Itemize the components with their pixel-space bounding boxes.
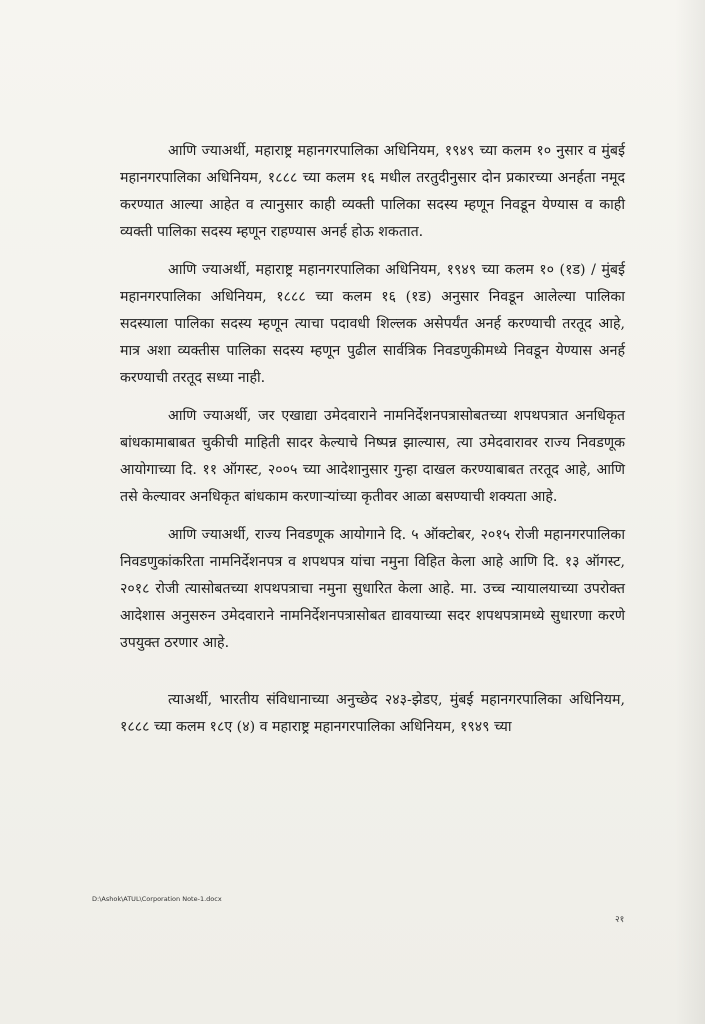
- paragraph-2: आणि ज्याअर्थी, महाराष्ट्र महानगरपालिका अधिनियम, १९४९ च्या कलम १० (१ड) / मुंबई महानगरपालिका अधिनियम, १८८८ च्या कलम १६ (१ड) अनुसार निवडून आलेल्या पालिका सदस्याला पालिका सदस्य म्हणून त्याचा पदावधी शिल्लक असेपर्यंत अनर्ह करण्याची तरतूद आहे, मात्र अशा व्यक्तीस पालिका सदस्य म्हणून पुढील सार्वत्रिक निवडणुकीमध्ये निवडून येण्यास अनर्ह करण्याची तरतूद सध्या नाही.: [120, 262, 625, 386]
- page-edge-shadow: [675, 0, 705, 1024]
- footer-file-path: D:\Ashok\ATUL\Corporation Note-1.docx: [92, 895, 222, 903]
- paragraph-5: त्याअर्थी, भारतीय संविधानाच्या अनुच्छेद २४३-झेडए, मुंबई महानगरपालिका अधिनियम, १८८८ च्या कलम १८ए (४) व महाराष्ट्र महानगरपालिका अधिनियम, १९४९ च्या: [120, 692, 625, 735]
- paragraph-3: आणि ज्याअर्थी, जर एखाद्या उमेदवाराने नामनिर्देशनपत्रासोबतच्या शपथपत्रात अनधिकृत बांधकामाबाबत चुकीची माहिती सादर केल्याचे निष्पन्न झाल्यास, त्या उमेदवारावर राज्य निवडणूक आयोगाच्या दि. ११ ऑगस्ट, २००५ च्या आदेशानुसार गुन्हा दाखल करण्याबाबत तरतूद आहे, आणि तसे केल्यावर अनधिकृत बांधकाम करणाऱ्यांच्या कृतीवर आळा बसण्याची शक्यता आहे.: [120, 408, 625, 505]
- page-number: २१: [615, 915, 625, 925]
- paragraph-4: आणि ज्याअर्थी, राज्य निवडणूक आयोगाने दि. ५ ऑक्टोबर, २०१५ रोजी महानगरपालिका निवडणुकांकरिता नामनिर्देशनपत्र व शपथपत्र यांचा नमुना विहित केला आहे आणि दि. १३ ऑगस्ट, २०१८ रोजी त्यासोबतच्या शपथपत्राचा नमुना सुधारित केला आहे. मा. उच्च न्यायालयाच्या उपरोक्त आदेशास अनुसरुन उमेदवाराने नामनिर्देशनपत्रासोबत द्यावयाच्या सदर शपथपत्रामध्ये सुधारणा करणे उपयुक्त ठरणार आहे.: [120, 527, 625, 651]
- document-body: [120, 138, 625, 752]
- paragraph-1: आणि ज्याअर्थी, महाराष्ट्र महानगरपालिका अधिनियम, १९४९ च्या कलम १० नुसार व मुंबई महानगरपालिका अधिनियम, १८८८ च्या कलम १६ मधील तरतुदीनुसार दोन प्रकारच्या अनर्हता नमूद करण्यात आल्या आहेत व त्यानुसार काही व्यक्ती पालिका सदस्य म्हणून निवडून येण्यास व काही व्यक्ती पालिका सदस्य म्हणून राहण्यास अनर्ह होऊ शकतात.: [120, 143, 625, 240]
